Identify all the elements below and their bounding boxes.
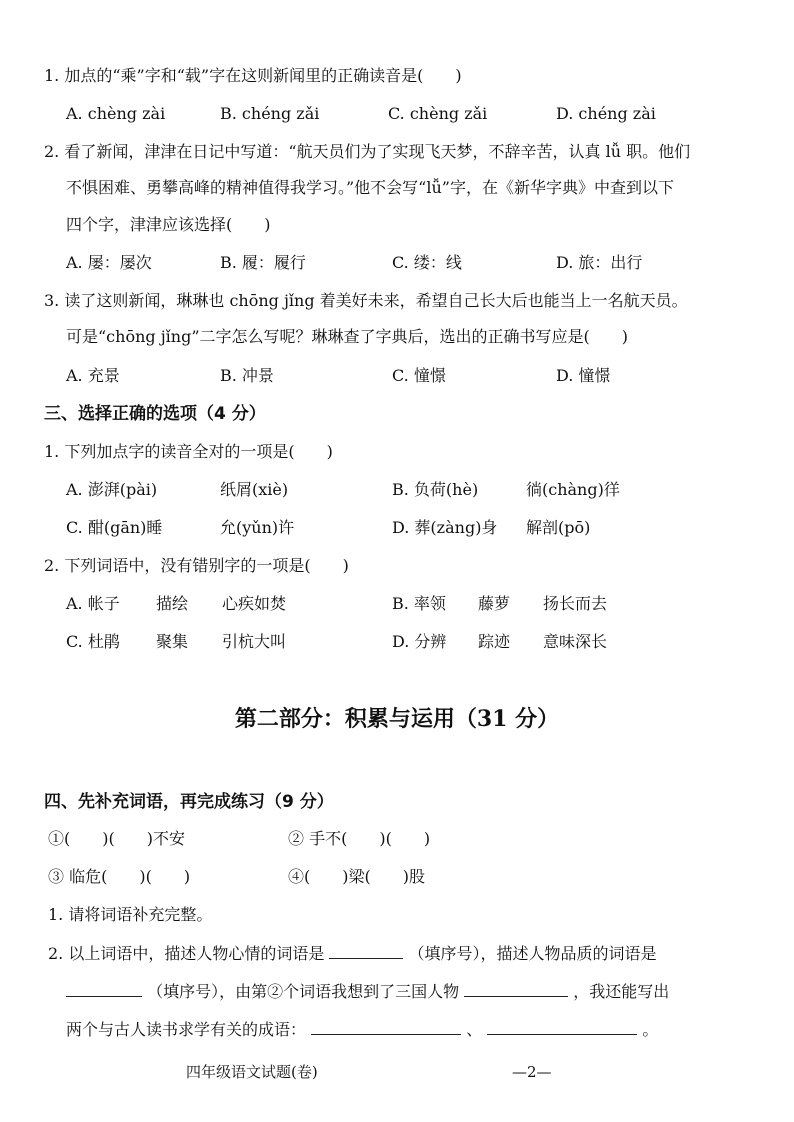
q2-line-1: 2. 看了新闻，津津在日记中写道：“航天员们为了实现飞天梦，不辞辛苦，认真 lǚ 职。他们 — [44, 142, 691, 161]
s4-task-2-text-e: 两个与古人读书求学有关的成语： — [66, 1020, 307, 1039]
q1-option-b: B. chéng zǎi — [220, 104, 320, 123]
s3-q2-a-word2: 描绘 — [156, 594, 189, 613]
s4-task-2-line-3 — [66, 1018, 658, 1041]
answer-blank-idiom-1[interactable] — [311, 1018, 461, 1035]
answer-blank-mood[interactable] — [329, 942, 403, 959]
s4-task-2-line-1 — [48, 942, 657, 965]
s3-q2-stem: 2. 下列词语中，没有错别字的一项是( ) — [44, 556, 349, 575]
q2-option-d: D. 旅：出行 — [556, 253, 643, 272]
footer-title: 四年级语文试题(卷) — [186, 1063, 318, 1081]
q3-option-b: B. 冲景 — [220, 366, 274, 385]
s3-q2-b-word2: 藤萝 — [478, 594, 511, 613]
q2-line-2: 不惧困难、勇攀高峰的精神值得我学习。”他不会写“lǚ”字，在《新华字典》中查到以下 — [66, 178, 674, 197]
q3-line-1: 3. 读了这则新闻，琳琳也 chōng jǐng 着美好未来，希望自己长大后也能当上一名航天员。 — [44, 291, 688, 310]
s4-task-2-end: 。 — [642, 1020, 659, 1039]
s3-q1-a-word1: A. 澎湃(pài) — [66, 480, 158, 499]
q3-line-2: 可是“chōng jǐng”二字怎么写呢？琳琳查了字典后，选出的正确书写应是( ) — [66, 327, 629, 346]
s3-q1-d-word1: D. 葬(zàng)身 — [392, 518, 498, 537]
s4-item-1: ①( )( )不安 — [48, 829, 185, 848]
q1-option-a: A. chèng zài — [66, 104, 166, 123]
s4-task-2-text-b: （填序号），描述人物品质的词语是 — [408, 944, 657, 963]
s3-q2-a-word3: 心疾如焚 — [222, 594, 287, 613]
s4-item-2: ② 手不( )( ) — [288, 829, 431, 848]
answer-blank-quality[interactable] — [66, 980, 142, 997]
s4-task-2-line-2 — [66, 980, 669, 1003]
s3-q2-c-word2: 聚集 — [156, 632, 189, 651]
q3-option-c: C. 憧憬 — [392, 366, 446, 385]
q3-option-a: A. 充景 — [66, 366, 120, 385]
s3-q1-c-word1: C. 酣(gān)睡 — [66, 518, 163, 537]
s4-task-2-separator: 、 — [466, 1020, 483, 1039]
q2-option-a: A. 屡：屡次 — [66, 253, 152, 272]
section-4-heading: 四、先补充词语，再完成练习（9 分） — [44, 792, 334, 812]
answer-blank-idiom-2[interactable] — [487, 1018, 637, 1035]
q2-option-c: C. 缕：线 — [392, 253, 462, 272]
q1-option-c: C. chèng zǎi — [388, 104, 488, 123]
s3-q2-a-word1: A. 帐子 — [66, 594, 120, 613]
q3-option-d: D. 憧憬 — [556, 366, 611, 385]
s4-task-2-text-d: ，我还能写出 — [573, 982, 670, 1001]
s3-q1-d-word2: 解剖(pō) — [526, 518, 591, 537]
q2-line-3: 四个字，津津应该选择( ) — [66, 215, 271, 234]
footer-page-number: —2— — [512, 1063, 552, 1081]
s3-q1-b-word1: B. 负荷(hè) — [392, 480, 479, 499]
s3-q1-b-word2: 徜(chàng)徉 — [526, 480, 620, 499]
s4-task-2-text-a: 2. 以上词语中，描述人物心情的词语是 — [48, 944, 325, 963]
part-2-heading: 第二部分：积累与运用（31 分） — [234, 706, 560, 732]
s3-q2-c-word3: 引杭大叫 — [222, 632, 287, 651]
s4-item-3: ③ 临危( )( ) — [48, 867, 191, 886]
s3-q1-stem: 1. 下列加点字的读音全对的一项是( ) — [44, 442, 333, 461]
s3-q2-b-word1: B. 率领 — [392, 594, 446, 613]
s3-q2-b-word3: 扬长而去 — [543, 594, 608, 613]
s3-q1-a-word2: 纸屑(xiè) — [220, 480, 289, 499]
s4-task-1: 1. 请将词语补充完整。 — [48, 905, 213, 924]
answer-blank-figure[interactable] — [464, 980, 568, 997]
s4-item-4: ④( )梁( )股 — [288, 867, 425, 886]
s3-q2-d-word2: 踪迹 — [478, 632, 511, 651]
s3-q2-d-word3: 意味深长 — [543, 632, 608, 651]
q1-stem: 1. 加点的“乘”字和“载”字在这则新闻里的正确读音是( ) — [44, 66, 462, 85]
s3-q2-d-word1: D. 分辨 — [392, 632, 447, 651]
q2-option-b: B. 履：履行 — [220, 253, 306, 272]
s4-task-2-text-c: （填序号），由第②个词语我想到了三国人物 — [147, 982, 460, 1001]
section-3-heading: 三、选择正确的选项（4 分） — [44, 404, 266, 424]
q1-option-d: D. chéng zài — [556, 104, 656, 123]
s3-q2-c-word1: C. 杜鹃 — [66, 632, 120, 651]
s3-q1-c-word2: 允(yǔn)许 — [220, 518, 295, 537]
